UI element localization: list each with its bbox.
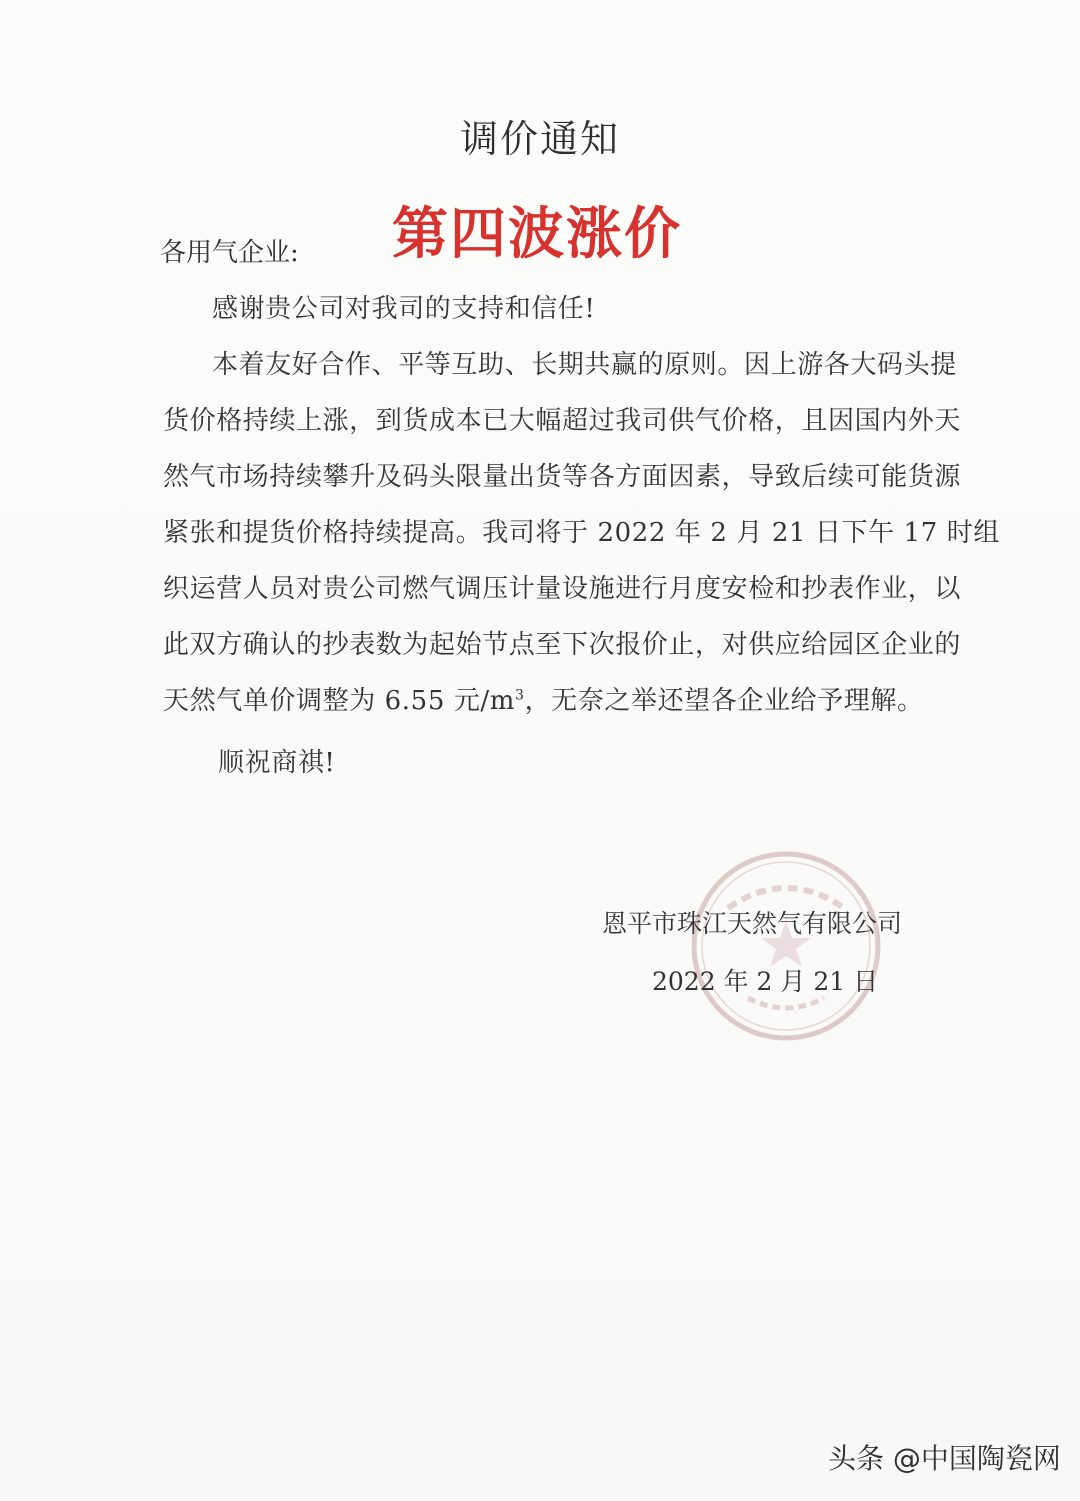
body-line-5: 织运营人员对贵公司燃气调压计量设施进行月度安检和抄表作业，以 — [163, 574, 962, 604]
company-seal-stamp — [688, 848, 884, 1044]
salutation: 各用气企业: — [160, 238, 299, 268]
document-title: 调价通知 — [459, 117, 620, 161]
source-watermark: 头条 @中国陶瓷网 — [828, 1442, 1061, 1475]
body-line-6: 此双方确认的抄表数为起始节点至下次报价止，对供应给园区企业的 — [163, 630, 962, 660]
body-line-4: 紧张和提货价格持续提高。我司将于 2022 年 2 月 21 日下午 17 时组 — [163, 518, 1000, 548]
closing-line: 顺祝商祺! — [218, 748, 336, 778]
company-name: 恩平市珠江天然气有限公司 — [602, 909, 903, 938]
price-text: 天然气单价调整为 6.55 元/m — [163, 686, 516, 716]
price-suffix: ，无奈之举还望各企业给予理解。 — [524, 686, 924, 716]
unit-superscript: 3 — [515, 687, 525, 704]
thanks-line: 感谢贵公司对我司的支持和信任! — [212, 294, 596, 324]
body-line-3: 然气市场持续攀升及码头限量出货等各方面因素，导致后续可能货源 — [163, 462, 962, 492]
body-line-2: 货价格持续上涨，到货成本已大幅超过我司供气价格，且因国内外天 — [163, 406, 962, 436]
document-date: 2022 年 2 月 21 日 — [652, 967, 879, 996]
body-line-1: 本着友好合作、平等互助、长期共赢的原则。因上游各大码头提 — [212, 350, 957, 380]
overlay-headline: 第四波涨价 — [392, 202, 682, 267]
body-line-7 — [163, 680, 924, 717]
